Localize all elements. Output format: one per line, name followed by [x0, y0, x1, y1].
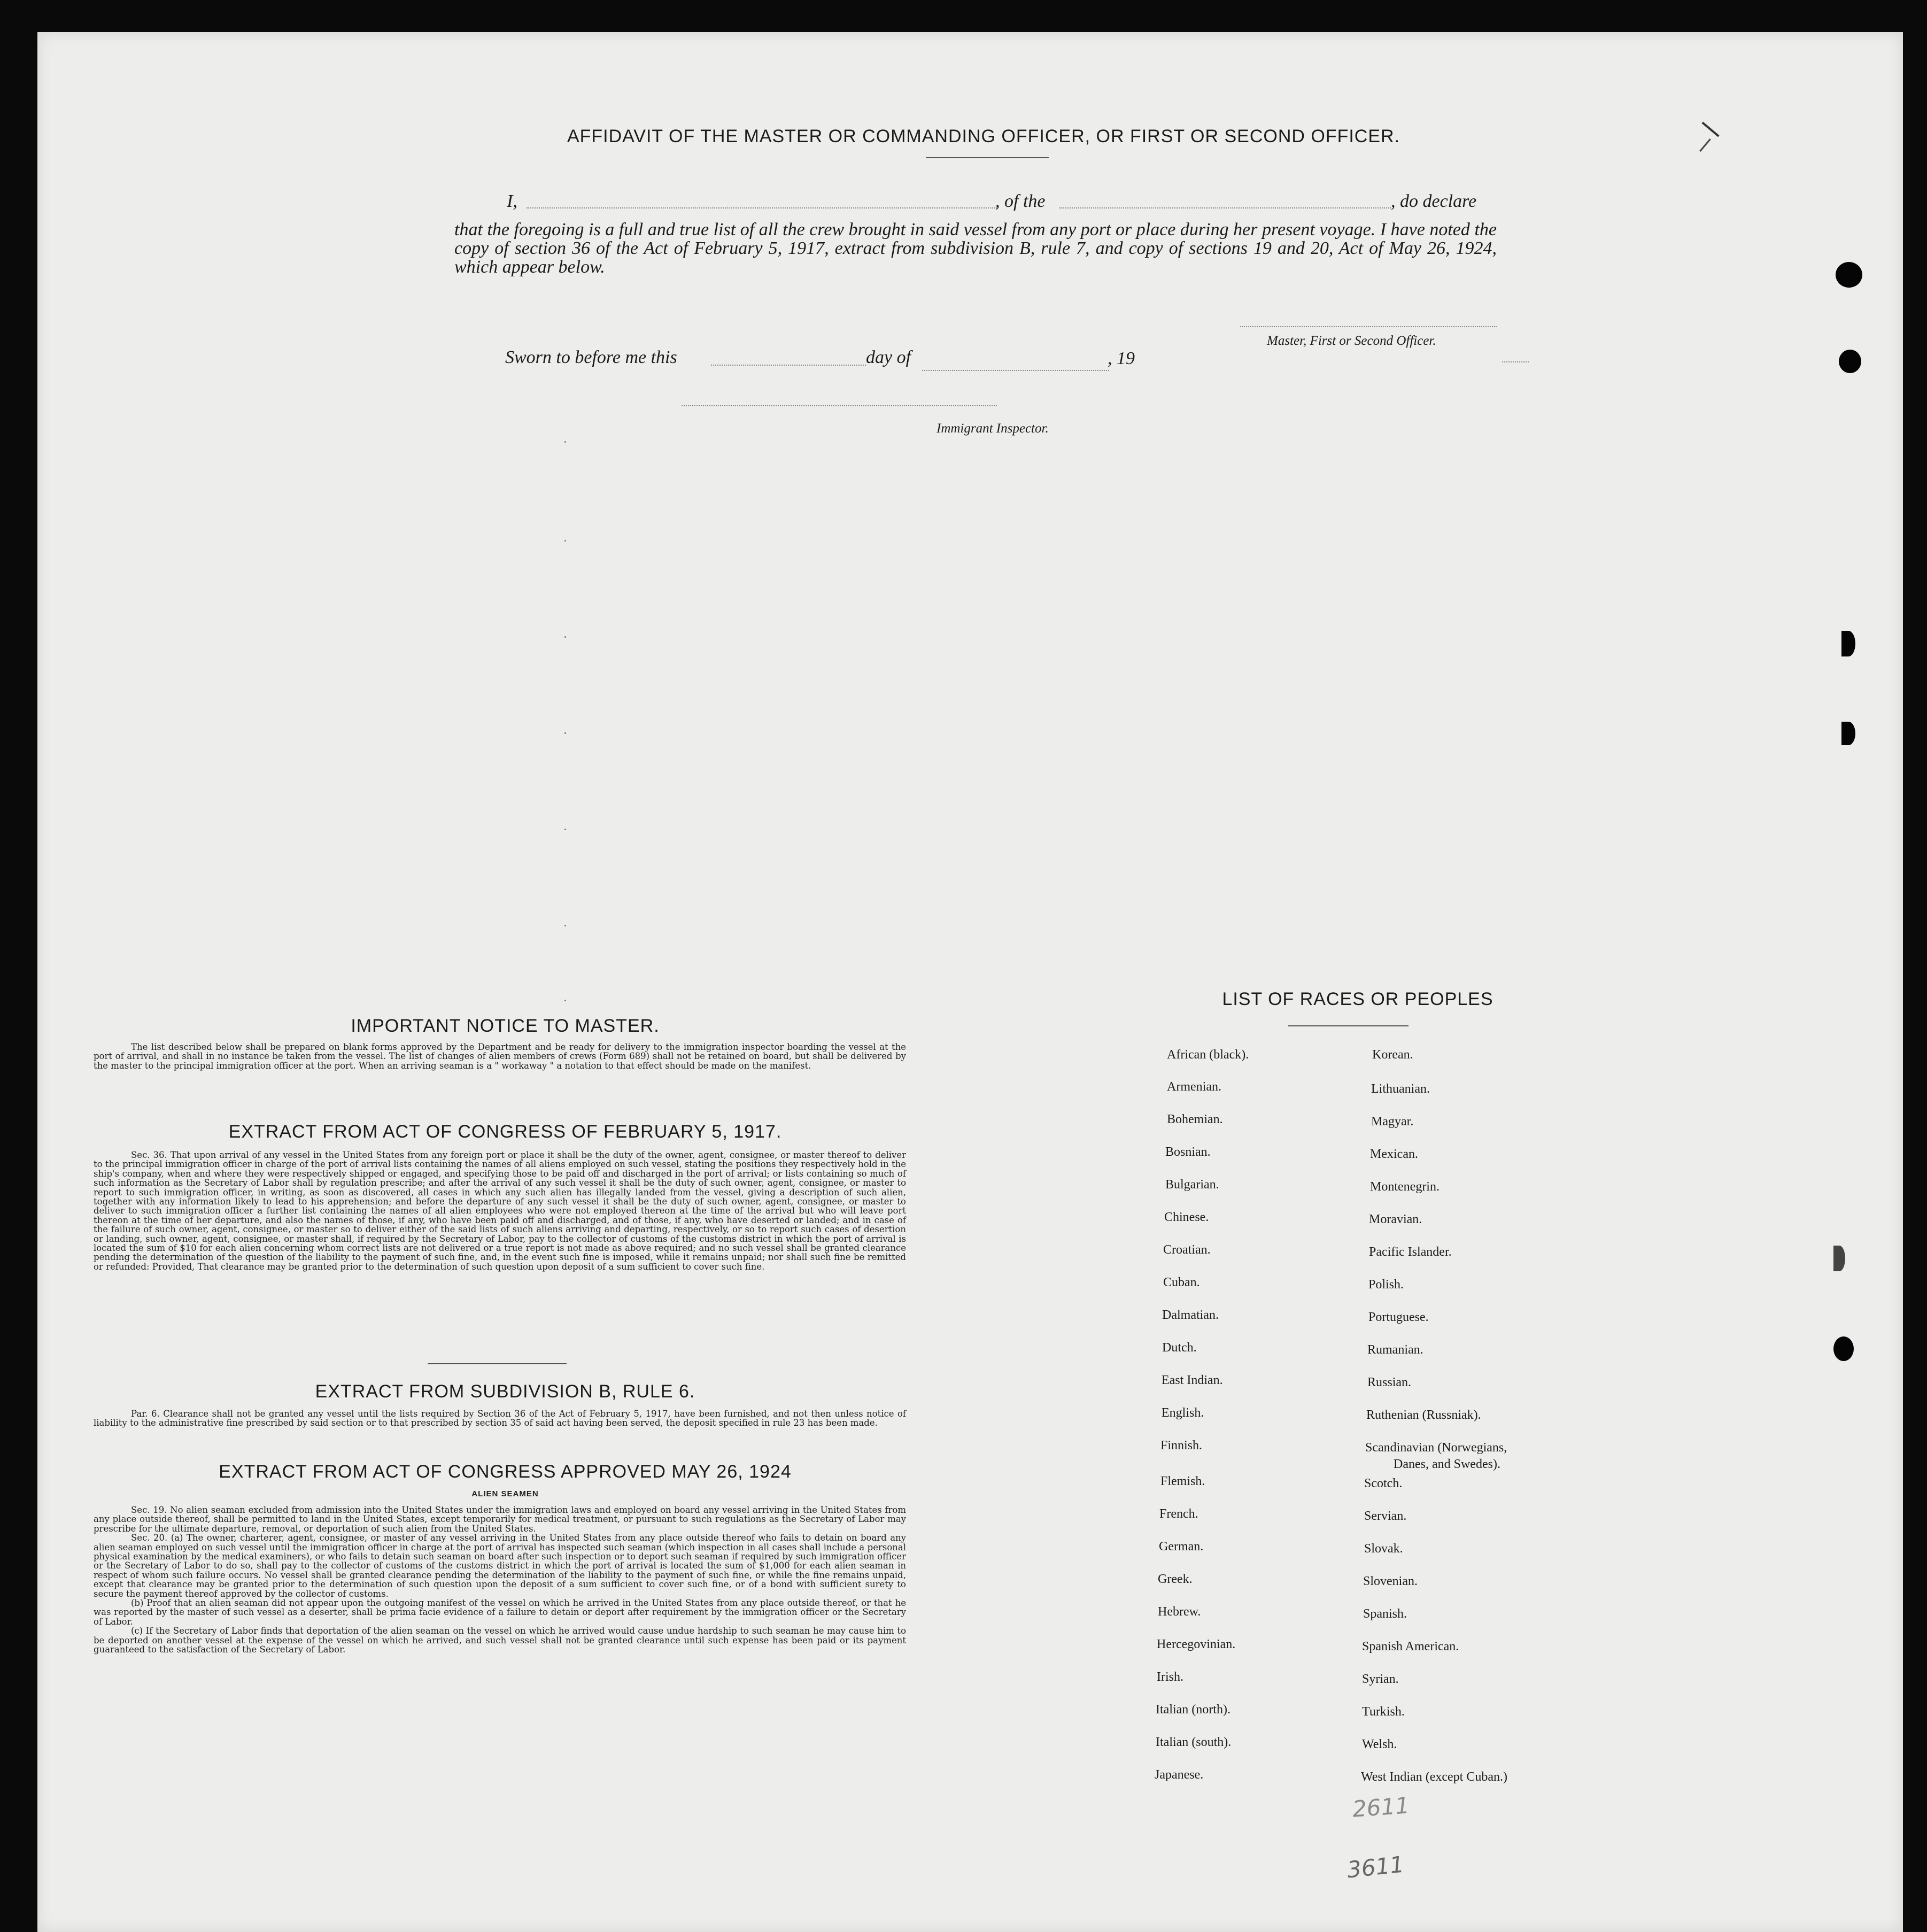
margin-tick: [564, 636, 566, 638]
section-20a-paragraph: Sec. 20. (a) The owner, charterer, agent, consignee, or master of any vessel arriving in the United States from any place outside thereof who fails to detain on board any alien seaman employed on such vessel until the immigration officer in charge at the port of arrival has inspected such seaman (which inspection in all cases shall include a personal physical examination by the medical examiners), or who fails to detain such seaman on board after such inspection or to deport such seaman if required by such immigration officer or the Secretary of Labor to do so, shall pay to the collector of customs of the customs district in which the port of arrival is located the sum of $1,000 for each alien seaman in respect of whom such failure occurs. No vessel shall be granted clearance pending the determination of the liability to the payment of such fine, or while the fine remains unpaid, except that clearance may be granted prior to the determination of such question upon the deposit of a sum sufficient to cover such fine, or of a bond with sufficient surety to secure the payment thereof approved by the collector of customs.: [94, 1533, 906, 1599]
title-underline: [926, 157, 1049, 158]
vessel-name-line: [1059, 207, 1391, 208]
binder-hole: [1833, 1246, 1845, 1271]
rule-6-paragraph: Par. 6. Clearance shall not be granted any vessel until the lists required by Section 36 of the Act of February 5, 1917, have been furnished, and not then unless notice of liability to the administrative fine prescribed by said section or to that prescribed by section 35 of said act having been served, the deposit specified in rule 23 has been made.: [94, 1409, 906, 1428]
sworn-month-line: [922, 370, 1109, 371]
race-right-item: Turkish.: [1362, 1705, 1405, 1719]
race-right-continuation: Danes, and Swedes).: [1394, 1457, 1500, 1471]
race-left-item: German.: [1159, 1540, 1204, 1554]
race-left-item: Bulgarian.: [1165, 1178, 1219, 1192]
race-right-item: Scotch.: [1364, 1477, 1403, 1490]
affidavit-do-declare-label: , do declare: [1391, 191, 1477, 211]
section-20c-paragraph: (c) If the Secretary of Labor finds that deportation of the alien seaman on the vessel on which he arrived would cause undue hardship to such seaman he may cause him to be deported on another vessel at the expense of the vessel on which he arrived, and such vessel shall not be granted clearance until such expense has been paid or its payment guaranteed to the satisfaction of the Secretary of Labor.: [94, 1626, 906, 1655]
race-right-item: Moravian.: [1369, 1212, 1422, 1226]
race-left-item: African (black).: [1167, 1048, 1249, 1062]
master-signature-caption: Master, First or Second Officer.: [1267, 334, 1436, 348]
extract-1917-title: EXTRACT FROM ACT OF CONGRESS OF FEBRUARY 5, 1917.: [228, 1122, 782, 1142]
margin-tick: [564, 829, 566, 830]
binder-hole: [1839, 350, 1861, 373]
race-left-item: Hercegovinian.: [1157, 1637, 1236, 1651]
alien-seamen-subtitle: ALIEN SEAMEN: [471, 1489, 539, 1498]
extract-1917-body: [94, 1150, 906, 1271]
race-right-item: Slovak.: [1364, 1542, 1403, 1556]
binder-hole: [1833, 1336, 1854, 1361]
sworn-label: Sworn to before me this: [505, 347, 677, 367]
notice-paragraph: The list described below shall be prepared on blank forms approved by the Department and be ready for delivery to the immigration inspector boarding the vessel at the port of arrival, and shall in no instance be taken from the vessel. The list of changes of alien members of crews (Form 689) shall not be retained on board, but shall be delivered by the master to the principal immigration officer at the port. When an arriving seaman is a " workaway " a notation to that effect should be made on the manifest.: [94, 1042, 906, 1071]
race-left-item: Dalmatian.: [1162, 1308, 1219, 1322]
section-36-paragraph: Sec. 36. That upon arrival of any vessel in the United States from any foreign port or place it shall be the duty of the owner, agent, consignee, or master thereof to deliver to the principal immigration officer in charge of the port of arrival lists containing the names of all aliens employed on such vessel, stating the positions they respectively hold in the ship's company, when and where they were respectively shipped or engaged, and specifying those to be paid off and discharged in the port of arrival; or lists containing so much of such information as the Secretary of Labor shall by regulation prescribe; and after the arrival of any such vessel it shall be the duty of such owner, agent, consignee, or master to report to such immigration officer, in writing, as soon as discovered, all cases in which any such alien has illegally landed from the vessel, giving a description of such alien, together with any information likely to lead to his apprehension; and before the departure of any such vessel it shall be the duty of such owner, agent, consignee, or master to deliver to such immigration officer a further list containing the names of all alien employees who were not employed thereon at the time of the arrival but who will leave port thereon at the time of her departure, and also the names of those, if any, who have been paid off and discharged, and of those, if any, who have deserted or landed; and in case of the failure of such owner, agent, consignee, or master so to deliver either of the said lists of such aliens arriving and departing, respectively, or so to report such cases of desertion or landing, such owner, agent, consignee, or master shall, if required by the Secretary of Labor, pay to the collector of customs of the customs district in which the port of arrival is located the sum of $10 for each alien concerning whom correct lists are not delivered or a true report is not made as above required; and no such vessel shall be granted clearance pending the determination of the question of the liability to the payment of such fine, and, in the event such fine is imposed, while it remains unpaid; nor shall such fine be remitted or refunded: Provided, That clearance may be granted prior to the determination of such question upon deposit of a sum sufficient to cover such fine.: [94, 1150, 906, 1272]
race-left-item: Finnish.: [1160, 1439, 1203, 1452]
binder-hole: [1841, 631, 1855, 656]
race-right-item: Welsh.: [1362, 1737, 1397, 1751]
race-left-item: Cuban.: [1163, 1276, 1200, 1289]
race-right-item: Spanish American.: [1362, 1640, 1459, 1653]
race-left-item: English.: [1162, 1406, 1204, 1420]
race-right-item: Slovenian.: [1363, 1574, 1418, 1588]
sworn-day-line: [711, 365, 866, 366]
master-signature-line: [1240, 326, 1497, 327]
affidavit-title: AFFIDAVIT OF THE MASTER OR COMMANDING OFFICER, OR FIRST OR SECOND OFFICER.: [567, 126, 1400, 146]
race-right-item: Lithuanian.: [1371, 1082, 1430, 1096]
signature-tail-line: [1502, 361, 1529, 362]
races-title: LIST OF RACES OR PEOPLES: [1222, 989, 1493, 1009]
subdivision-b-title: EXTRACT FROM SUBDIVISION B, RULE 6.: [315, 1381, 695, 1402]
extract-1924-title: EXTRACT FROM ACT OF CONGRESS APPROVED MAY 26, 1924: [219, 1462, 792, 1482]
races-title-underline: [1288, 1025, 1409, 1026]
inspector-caption: Immigrant Inspector.: [937, 421, 1049, 436]
race-left-item: East Indian.: [1162, 1373, 1223, 1387]
section-20b-paragraph: (b) Proof that an alien seaman did not appear upon the outgoing manifest of the vessel on which he arrived in the United States from any place outside thereof, or that he was reported by the master of such vessel as a deserter, shall be prima facie evidence of a failure to detain or deport after requirement by the immigration officer or the Secretary of Labor.: [94, 1598, 906, 1627]
extract-1924-body: [94, 1505, 906, 1655]
notice-body: [94, 1042, 906, 1070]
race-left-item: Chinese.: [1164, 1210, 1209, 1224]
race-right-item: Pacific Islander.: [1369, 1245, 1452, 1259]
race-left-item: Armenian.: [1167, 1080, 1221, 1094]
race-right-item: Spanish.: [1363, 1607, 1407, 1621]
race-left-item: Japanese.: [1155, 1768, 1204, 1782]
affidavit-statement: that the foregoing is a full and true list of all the crew brought in said vessel from any port or place during her present voyage. I have noted the copy of section 36 of the Act of February 5, 1917, extract from subdivision B, rule 7, and copy of sections 19 and 20, Act of May 26, 1924, which appear below.: [454, 220, 1497, 277]
margin-tick: [564, 732, 566, 734]
handwritten-note: 3611: [1345, 1851, 1406, 1883]
race-left-item: Bohemian.: [1167, 1112, 1223, 1126]
affidavit-of-the-label: , of the: [995, 191, 1046, 211]
race-left-item: Irish.: [1157, 1670, 1183, 1684]
race-right-item: Scandinavian (Norwegians,: [1365, 1441, 1507, 1455]
margin-tick: [564, 1000, 566, 1001]
margin-tick: [564, 925, 566, 926]
inspector-signature-line: [682, 405, 997, 406]
race-left-item: Greek.: [1158, 1572, 1193, 1586]
race-left-item: French.: [1159, 1507, 1198, 1521]
section-divider: [428, 1363, 567, 1364]
race-left-item: Bosnian.: [1165, 1145, 1211, 1159]
race-right-item: Polish.: [1368, 1278, 1404, 1292]
race-left-item: Hebrew.: [1158, 1605, 1201, 1619]
race-right-item: Syrian.: [1362, 1672, 1399, 1686]
declarant-name-line: [527, 207, 997, 208]
race-right-item: West Indian (except Cuban.): [1361, 1770, 1507, 1784]
margin-tick: [564, 441, 566, 443]
race-right-item: Rumanian.: [1367, 1343, 1423, 1357]
race-left-item: Flemish.: [1160, 1474, 1205, 1488]
race-right-item: Montenegrin.: [1370, 1180, 1440, 1194]
race-right-item: Ruthenian (Russniak).: [1366, 1408, 1481, 1422]
race-right-item: Portuguese.: [1368, 1310, 1429, 1324]
race-right-item: Russian.: [1367, 1375, 1412, 1389]
race-right-item: Mexican.: [1370, 1147, 1418, 1161]
notice-title: IMPORTANT NOTICE TO MASTER.: [351, 1016, 660, 1036]
race-right-item: Servian.: [1364, 1509, 1407, 1523]
race-right-item: Magyar.: [1371, 1115, 1414, 1129]
margin-tick: [564, 540, 566, 542]
binder-hole: [1836, 262, 1862, 288]
subdivision-b-body: [94, 1409, 906, 1428]
section-19-paragraph: Sec. 19. No alien seaman excluded from admission into the United States under the immigration laws and employed on board any vessel arriving in the United States from any place outside thereof, shall be permitted to land in the United States, except temporarily for medical treatment, or pursuant to such regulations as the Secretary of Labor may prescribe for the ultimate departure, removal, or deportation of such alien from the United States.: [94, 1505, 906, 1534]
race-left-item: Italian (north).: [1156, 1703, 1231, 1717]
handwritten-note: 2611: [1351, 1792, 1411, 1822]
binder-hole: [1841, 722, 1855, 745]
affidavit-declarant-label: I,: [507, 191, 517, 211]
race-left-item: Dutch.: [1162, 1341, 1197, 1355]
day-of-label: day of: [866, 347, 911, 367]
race-left-item: Italian (south).: [1156, 1735, 1232, 1749]
race-left-item: Croatian.: [1163, 1243, 1211, 1257]
race-right-item: Korean.: [1372, 1048, 1413, 1062]
year-label: , 19: [1108, 349, 1135, 368]
